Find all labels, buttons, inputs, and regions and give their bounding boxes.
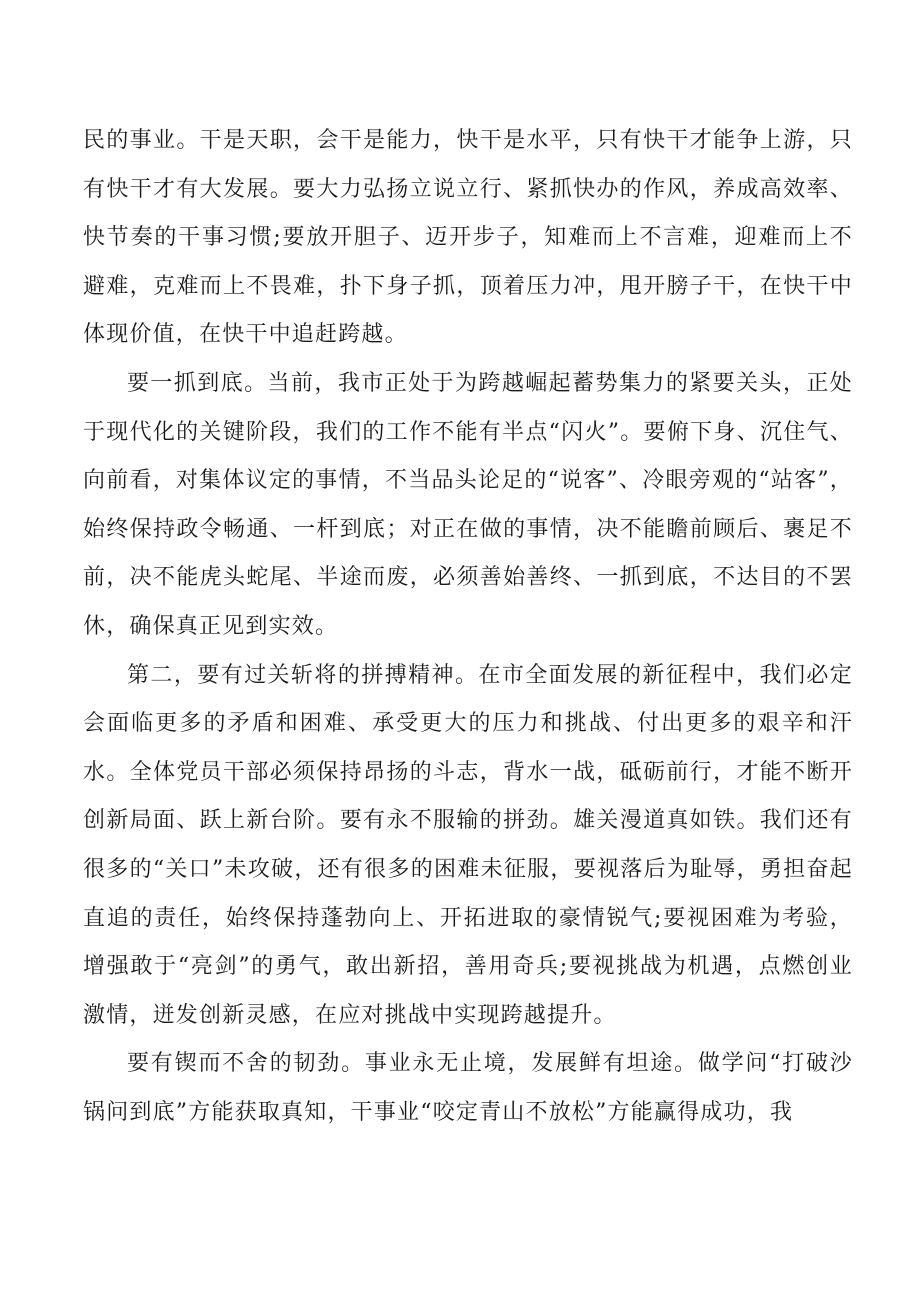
paragraph-second-point: 第二，要有过关斩将的拼搏精神。在市全面发展的新征程中，我们必定会面临更多的矛盾和困难、承受更大的压力和挑战、付出更多的艰辛和汗水。全体党员干部必须保持昂扬的斗志，背水一战，砥砺前行，才能不断开创新局面、跃上新台阶。要有永不服输的拼劲。雄关漫道真如铁。我们还有很多的“关口”未攻破，还有很多的困难未征服，要视落后为耻辱，勇担奋起直追的责任，始终保持蓬勃向上、开拓进取的豪情锐气;要视困难为考验，增强敢于“亮剑”的勇气，敢出新招，善用奇兵;要视挑战为机遇，点燃创业激情，迸发创新灵感，在应对挑战中实现跨越提升。 <box>83 662 853 1028</box>
paragraph-yi-zhua-dao-di: 要一抓到底。当前，我市正处于为跨越崛起蓄势集力的紧要关头，正处于现代化的关键阶段，我们的工作不能有半点“闪火”。要俯下身、沉住气、向前看，对集体议定的事情，不当品头论足的“说客”、冷眼旁观的“站客”，始终保持政令畅通、一杆到底；对正在做的事情，决不能瞻前顾后、裹足不前，决不能虎头蛇尾、半途而废，必须善始善终、一抓到底，不达目的不罢休，确保真正见到实效。 <box>83 370 853 639</box>
paragraph-continuation: 民的事业。干是天职，会干是能力，快干是水平，只有快干才能争上游，只有快干才有大发展。要大力弘扬立说立行、紧抓快办的作风，养成高效率、快节奏的干事习惯;要放开胆子、迈开步子，知难而上不言难，迎难而上不避难，克难而上不畏难，扑下身子抓，顶着压力冲，甩开膀子干，在快干中体现价值，在快干中追赶跨越。 <box>83 128 853 348</box>
paragraph-qie-er-bu-she: 要有锲而不舍的韧劲。事业永无止境，发展鲜有坦途。做学问“打破沙锅问到底”方能获取真知，干事业“咬定青山不放松”方能赢得成功，我 <box>83 1051 853 1125</box>
document-body <box>83 117 853 1137</box>
